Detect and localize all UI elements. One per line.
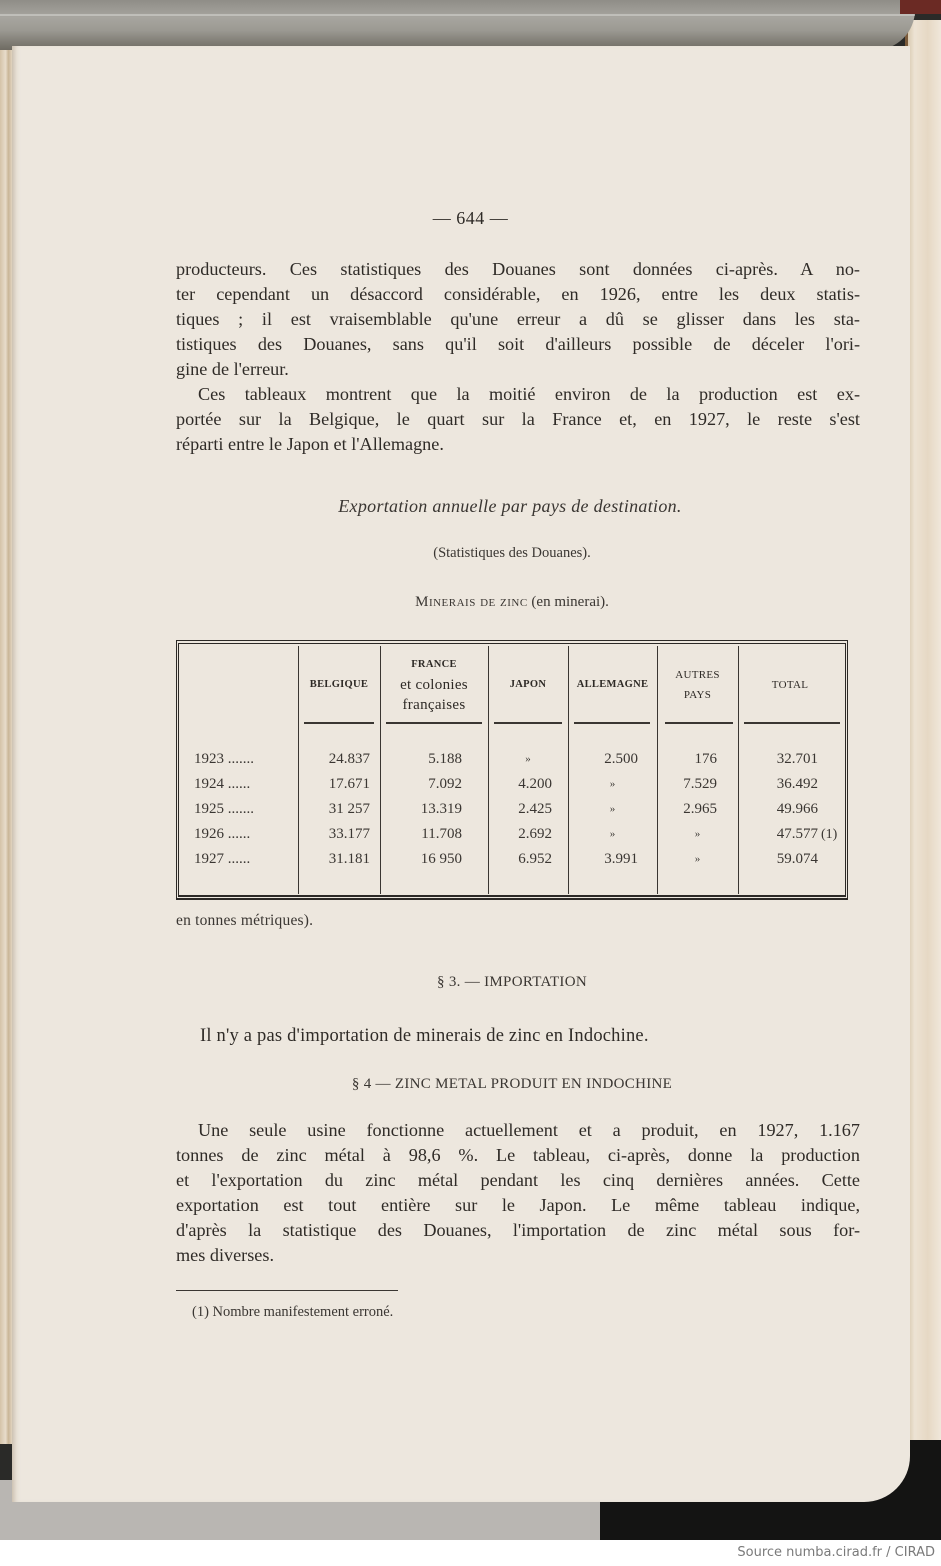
cell-total: 32.701	[776, 751, 818, 767]
export-table	[176, 640, 848, 900]
cell-allemagne: 3.991	[604, 851, 638, 867]
cell-total: 49.966	[776, 801, 818, 817]
cell-japon: 2.692	[518, 826, 552, 842]
cell-france: 13.319	[420, 801, 462, 817]
cell-autres: »	[694, 853, 701, 865]
header-label: FRANCE	[411, 659, 457, 670]
header-label: AUTRES	[675, 669, 720, 681]
cell-belgique: 33.177	[328, 826, 370, 842]
cell-japon: 2.425	[518, 801, 552, 817]
cell-belgique: 31 257	[328, 801, 370, 817]
header-label: PAYS	[683, 689, 712, 701]
cell-year: 1926 ......	[194, 826, 251, 842]
header-total	[738, 652, 842, 718]
cell-belgique: 24.837	[328, 751, 370, 767]
header-rule	[744, 722, 840, 724]
table-subtitle	[0, 594, 941, 611]
cell-japon: 4.200	[518, 776, 552, 792]
cell-autres: 176	[694, 751, 717, 767]
header-france	[380, 652, 488, 718]
header-label: ALLEMAGNE	[576, 679, 649, 690]
cell-japon: »	[525, 753, 531, 765]
cell-allemagne: »	[609, 803, 616, 815]
cell-year: 1923 .......	[194, 751, 254, 767]
text-line: tonnes de zinc métal à 98,6 %. Le tableau, ci-après, donne la production	[176, 1145, 860, 1165]
text-line: producteurs. Ces statistiques des Douanes sont données ci-après. A no-	[176, 259, 860, 279]
header-rule	[386, 722, 482, 724]
section-4-paragraph	[176, 1118, 860, 1268]
cell-allemagne: 2.500	[604, 751, 638, 767]
cell-japon: 6.952	[518, 851, 552, 867]
header-allemagne	[568, 652, 657, 718]
text-line: tiques ; il est vraisemblable qu'une erreur a dû se glisser dans les sta-	[176, 309, 860, 329]
header-label: et colonies	[400, 677, 468, 693]
cell-france: 7.092	[428, 776, 462, 792]
text-line: réparti entre le Japon et l'Allemagne.	[176, 434, 444, 454]
header-rule	[494, 722, 562, 724]
header-japon	[488, 652, 568, 718]
right-page-stack	[905, 20, 941, 1440]
header-label: BELGIQUE	[309, 679, 369, 690]
cell-year: 1924 ......	[194, 776, 251, 792]
cell-france: 5.188	[428, 751, 462, 767]
text-line: d'après la statistique des Douanes, l'importation de zinc métal sous for-	[176, 1220, 860, 1240]
text-line: ter cependant un désaccord considérable, en 1926, entre les deux statis-	[176, 284, 860, 304]
text-line: gine de l'erreur.	[176, 359, 289, 379]
footnote: (1) Nombre manifestement erroné.	[192, 1304, 394, 1320]
page-number: — 644 —	[432, 208, 509, 228]
text-line: Une seule usine fonctionne actuellement et a produit, en 1927, 1.167	[198, 1120, 860, 1140]
header-autres-pays	[657, 652, 738, 718]
cell-total: 47.577	[776, 826, 818, 842]
bookmark-ribbon	[900, 0, 941, 14]
cell-total: 59.074	[776, 851, 818, 867]
cell-total: 36.492	[776, 776, 818, 792]
book-top-edge	[0, 0, 915, 50]
source-credit: Source numba.cirad.fr / CIRAD	[0, 1540, 941, 1566]
cell-year: 1925 .......	[194, 801, 254, 817]
header-label: JAPON	[509, 679, 547, 690]
cell-france: 11.708	[421, 826, 462, 842]
header-belgique	[298, 652, 380, 718]
cell-france: 16 950	[420, 851, 462, 867]
text-line: Ces tableaux montrent que la moitié environ de la production est ex-	[198, 384, 860, 404]
footnote-divider	[176, 1290, 398, 1291]
section-4-heading: § 4 — ZINC METAL PRODUIT EN INDOCHINE	[351, 1076, 673, 1092]
table-unit-note: en tonnes métriques).	[176, 912, 314, 929]
text-line: portée sur la Belgique, le quart sur la France et, en 1927, le reste s'est	[176, 409, 860, 429]
table-source: (Statistiques des Douanes).	[433, 545, 591, 561]
header-rule	[574, 722, 650, 724]
cell-belgique: 31.181	[328, 851, 370, 867]
section-3-heading: § 3. — IMPORTATION	[437, 974, 587, 990]
header-label: TOTAL	[771, 679, 809, 691]
text-line: et l'exportation du zinc métal pendant les cinq dernières années. Cette	[176, 1170, 860, 1190]
text-line: mes diverses.	[176, 1245, 274, 1265]
footnote-reference: (1)	[821, 827, 838, 842]
table-subtitle-smallcaps: Minerais de zinc	[415, 594, 528, 610]
header-rule	[304, 722, 374, 724]
header-rule	[665, 722, 733, 724]
section-3-text: Il n'y a pas d'importation de minerais de zinc en Indochine.	[200, 1026, 649, 1046]
cell-autres: »	[694, 828, 701, 840]
intro-paragraph	[176, 257, 860, 457]
text-line: tistiques des Douanes, sans qu'il soit d'ailleurs possible de déceler l'ori-	[176, 334, 860, 354]
table-subtitle-rest: (en minerai).	[527, 594, 609, 610]
cell-year: 1927 ......	[194, 851, 251, 867]
cell-autres: 7.529	[683, 776, 717, 792]
cell-allemagne: »	[609, 828, 616, 840]
text-line: exportation est tout entière sur le Japon. Le même tableau indique,	[176, 1195, 860, 1215]
table-title: Exportation annuelle par pays de destination.	[338, 496, 682, 516]
cell-autres: 2.965	[683, 801, 717, 817]
header-label: françaises	[402, 697, 466, 713]
cell-allemagne: »	[609, 778, 616, 790]
cell-belgique: 17.671	[328, 776, 370, 792]
